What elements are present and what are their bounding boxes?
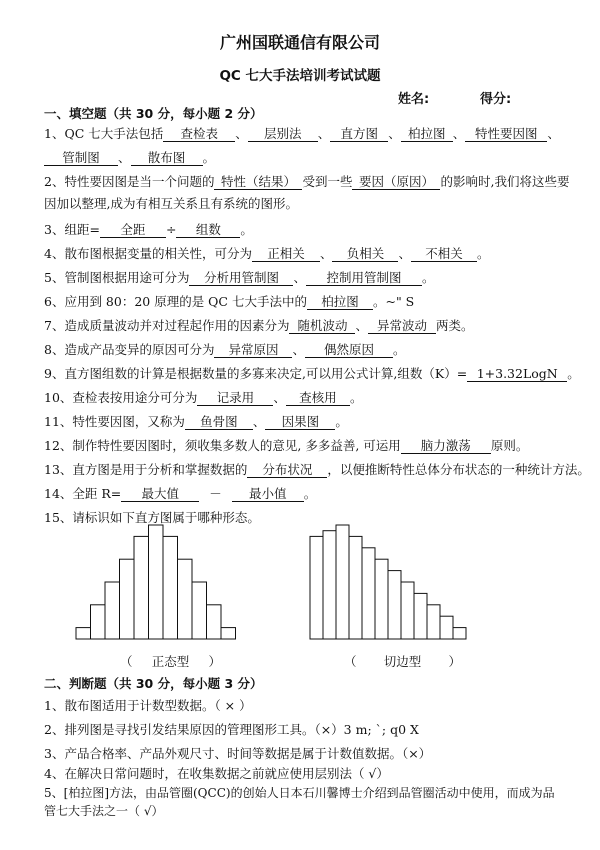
histogram-normal-bar: [105, 582, 120, 639]
answer-1-4: 柏拉图: [401, 126, 453, 142]
question-11: 11、特性要因图，又称为 鱼骨图 、 因果图 。: [44, 414, 348, 429]
histogram-cut-edge-bar: [349, 536, 362, 639]
question-15: 15、请标识如下直方图属于哪种形态。: [44, 510, 260, 525]
question-2-cont: 因加以整理,成为有相互关系且有系统的图形。: [44, 196, 298, 211]
answer-1-6: 管制图: [44, 150, 118, 166]
histogram-normal-bar: [120, 559, 135, 639]
histogram-cut-edge-bar: [401, 582, 414, 639]
judgment-3: 3、产品合格率、产品外观尺寸、时间等数据是属于计数值数据。（×）: [44, 746, 432, 761]
histogram-cut-edge-bar: [440, 616, 453, 639]
question-12: 12、制作特性要因图时，须收集多数人的意见, 多多益善, 可运用 脑力激荡 原则。: [44, 438, 529, 453]
histogram-cut-edge-caption: （ 切边型 ）: [344, 654, 462, 669]
answer-14-2: 最小值: [232, 486, 304, 502]
answer-6-1: 柏拉图: [307, 294, 373, 310]
answer-4-1: 正相关: [252, 246, 320, 262]
question-3: 3、组距= 全距 ÷ 组数 。: [44, 222, 253, 237]
question-9: 9、直方图组数的计算是根据数量的多寡来决定,可以用公式计算,组数（K）= 1+3.32LogN 。: [44, 366, 580, 381]
question-2: 2、特性要因图是当一个问题的 特性（结果） 受到一些 要因（原因） 的影响时,我们将这些要: [44, 174, 570, 189]
judgment-2: 2、排列图是寻找引发结果原因的管理图形工具。（×）3 m; `; q0 X: [44, 722, 419, 737]
score-label: 得分:: [480, 92, 512, 107]
question-8: 8、造成产品变异的原因可分为 异常原因 、 偶然原因 。: [44, 342, 406, 357]
histogram-normal-bar: [192, 582, 207, 639]
answer-4-3: 不相关: [411, 246, 477, 262]
answer-1-3: 直方图: [330, 126, 388, 142]
histogram-cut-edge-answer: 切边型: [383, 654, 422, 669]
answer-5-2: 控制用管制图: [306, 270, 422, 286]
answer-2-2: 要因（原因）: [352, 174, 440, 190]
histogram-normal-bar: [221, 628, 236, 639]
answer-4-2: 负相关: [332, 246, 398, 262]
exam-title: QC 七大手法培训考试试题: [219, 68, 381, 84]
question-5: 5、管制图根据用途可分为 分析用管制图 、 控制用管制图 。: [44, 270, 435, 285]
judgment-4: 4、在解决日常问题时，在收集数据之前就应使用层别法（ √）: [44, 766, 389, 781]
company-name: 广州国联通信有限公司: [219, 33, 380, 52]
answer-2-1: 特性（结果）: [214, 174, 302, 190]
answer-11-2: 因果图: [265, 414, 335, 430]
histogram-normal-bar: [134, 536, 149, 639]
answer-8-1: 异常原因: [214, 342, 292, 358]
answer-7-1: 随机波动: [289, 318, 355, 334]
answer-10-2: 查核用: [286, 390, 350, 406]
answer-1-5: 特性要因图: [465, 126, 547, 142]
answer-8-2: 偶然原因: [305, 342, 393, 358]
question-6: 6、应用到 80：20 原理的是 QC 七大手法中的 柏拉图 。~" S: [44, 294, 415, 309]
histogram-normal-bar: [149, 525, 164, 639]
histogram-normal-bar: [178, 559, 193, 639]
question-4: 4、散布图根据变量的相关性，可分为 正相关 、 负相关 、 不相关 。: [44, 246, 490, 261]
question-1-cont: 管制图 、 散布图 。: [44, 148, 215, 166]
answer-14-1: 最大值: [121, 486, 199, 502]
section-true-false-heading: 二、判断题（共 30 分，每小题 3 分）: [44, 676, 263, 691]
answer-1-2: 层别法: [248, 126, 318, 142]
answer-7-2: 异常波动: [368, 318, 436, 334]
histogram-normal-bar: [207, 605, 222, 639]
question-13: 13、直方图是用于分析和掌握数据的 分布状况 ，以便推断特性总体分布状态的一种统计方法。: [44, 462, 590, 477]
histogram-cut-edge-bar: [375, 559, 388, 639]
section-fill-blank-heading: 一、填空题（共 30 分，每小题 2 分）: [44, 106, 263, 121]
histogram-normal-bar: [76, 628, 91, 639]
histogram-cut-edge-bar: [362, 548, 375, 639]
histogram-cut-edge-bar: [414, 593, 427, 639]
histogram-normal-caption: （ 正态型 ）: [120, 654, 222, 669]
question-10: 10、查检表按用途分可分为 记录用 、 查核用 。: [44, 390, 363, 405]
answer-9-1: 1+3.32LogN: [467, 366, 567, 382]
question-1: 1、QC 七大手法包括 查检表 、 层别法 、 直方图 、 柏拉图 、 特性要因图 、: [44, 126, 560, 141]
histogram-cut-edge-bar: [323, 531, 336, 639]
judgment-5-cont: 管七大手法之一（ √）: [44, 804, 164, 818]
answer-11-1: 鱼骨图: [185, 414, 253, 430]
answer-3-1: 全距: [100, 222, 166, 238]
question-7: 7、造成质量波动并对过程起作用的因素分为 随机波动 、 异常波动 两类。: [44, 318, 474, 333]
name-label: 姓名:: [398, 92, 430, 107]
histogram-cut-edge-bar: [427, 605, 440, 639]
judgment-5: 5、[柏拉图]方法，由品管圈(QCC)的创始人日本石川馨博士介绍到品管圈活动中使用，而成为品: [44, 786, 555, 800]
answer-13-1: 分布状况: [247, 462, 327, 478]
histogram-normal-bar: [163, 536, 178, 639]
answer-3-2: 组数: [176, 222, 240, 238]
histogram-cut-edge-bar: [310, 536, 323, 639]
answer-12-1: 脑力激荡: [401, 438, 491, 454]
histogram-cut-edge-bar: [388, 571, 401, 639]
question-14: 14、全距 R= 最大值 － 最小值 。: [44, 486, 317, 501]
judgment-1: 1、散布图适用于计数型数据。（ × ）: [44, 698, 252, 713]
answer-1-7: 散布图: [131, 150, 203, 166]
histogram-cut-edge: [300, 522, 480, 640]
answer-1-1: 查检表: [163, 126, 235, 142]
histogram-normal-bar: [91, 605, 106, 639]
histogram-normal-answer: 正态型: [151, 654, 190, 669]
answer-10-1: 记录用: [197, 390, 273, 406]
answer-5-1: 分析用管制图: [189, 270, 293, 286]
histogram-cut-edge-bar: [336, 525, 349, 639]
histogram-normal: [66, 522, 276, 640]
histogram-cut-edge-bar: [453, 628, 466, 639]
